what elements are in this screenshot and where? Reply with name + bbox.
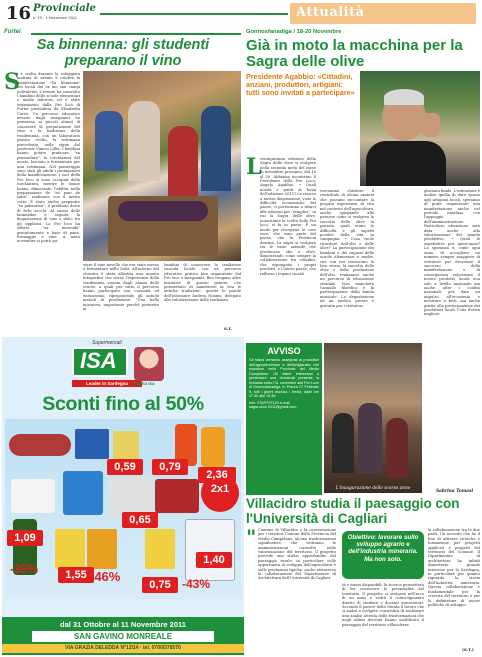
article3-col2: tà e mezzi disponibili, la ricerca permetterà di far conoscere le potenzialità del territorio. Il progetto si svolgerà nell'arco di un anno e vedrà il coinvolgimento diretto di studenti e docenti universitari. Secondo il parere della Giunta il lavoro che si andrà a svolgere consentirà di realizzare una analisi attenta delle trasformazioni che negli ultimi decenni hanno modificato il paesaggio del territorio villacidrese.: [342, 583, 424, 627]
mascot-image: [134, 347, 164, 381]
price-tag: 0,75: [142, 577, 178, 593]
article-location-tag: Gonnosfanadiga / 18-20 Novembre: [246, 29, 342, 35]
isa-advert: [2, 337, 244, 655]
article1-signature: S.T.: [224, 326, 232, 331]
ad-store-name: SAN GAVINO MONREALE: [32, 631, 214, 642]
article-headline: Già in moto la macchina per la Sagra delle olive: [246, 37, 463, 70]
article1-col3: bambini di conoscere la tradizione vinicola locale, con un percorso educativo pratico ben organizzato dal Pro loco e insegnanti. Ben vengano altre iniziative di questo genere, che permettono di mantenere in vita le antiche tradizioni", queste le parole dell'assessore Andrea Nonnis, delegato alla valorizzazione delle tradizioni.: [164, 263, 241, 303]
price-tag: 1,40: [196, 552, 232, 568]
header-rule: [100, 13, 288, 15]
quote-text: Obiettivo: lavorare sullo sviluppo agrario e dell'industria mineraria. Ma non solo.: [347, 534, 419, 563]
photo-caption: L'inaugurazione dello scorso anno: [335, 486, 411, 491]
page-header: [0, 0, 482, 28]
discount-badge: -43%: [182, 577, 211, 591]
man-hand-phone: [422, 113, 440, 137]
price-tag: 0,79: [152, 459, 188, 475]
president-photo: [360, 71, 480, 186]
issue-info: n. 19 - 1 Novembre 2011: [33, 15, 77, 20]
product-image: [109, 477, 153, 517]
article3-col3: la collaborazione tra le due parti. Un accordo che ha il fine di attivare ricerche e formazione per progetti applicati e progetti del territorio del Comune. Il Dipartimento di architettura ha infatti dimostrato grande interesse per la Sardegna, in particolare per quanto riguarda la storia dell'industria mineraria. Questa collaborazione è fondamentale per la crescita del territorio e per la definizione di nuove politiche di sviluppo.: [428, 528, 480, 607]
location-rule: [31, 33, 241, 35]
article3-signature: (S.T.): [462, 647, 474, 652]
isa-logo-text: ISA: [80, 348, 117, 373]
santal-pack: [145, 529, 175, 569]
discount-badge: -35%: [10, 562, 39, 576]
santal-pack: [55, 529, 85, 569]
drop-cap: ": [246, 525, 257, 549]
avviso-title: AVVISO: [267, 346, 301, 356]
section-title: Attualità: [296, 5, 365, 20]
article3-col1: Comune di Villacidro e la conventazione per i territori Comuni della Provincia del Medio Campidano, alcune trasformazioni significative, che vedranno le amministrazioni coinvolte nella valorizzazione del territorio. Il progetto prevede uno studio approfondito del paesaggio rurale, in particolare sulle opportunità di sviluppo dell'agricoltura e sulle produzioni tipiche, anche attraverso la collaborazione del Dipartimento di Architettura dell'Università di Cagliari.: [258, 528, 336, 581]
article-villacidro: [246, 497, 480, 655]
crowd-silhouette: [332, 413, 354, 473]
product-shelf: [5, 419, 241, 599]
article2-col2-top: [320, 157, 374, 187]
dishwasher-image: [185, 519, 235, 581]
man-body: [366, 141, 446, 186]
brand-logo: Provinciale: [33, 3, 96, 14]
article-gonnosfanadiga: [246, 29, 480, 499]
price-tag: 0,65: [122, 512, 158, 528]
price-tag: 0,59: [107, 459, 143, 475]
supermarket-label: Supermercati: [92, 340, 122, 346]
product-image: [63, 471, 103, 515]
kids-photo: [83, 71, 241, 261]
promo-burst-label: 2x1: [210, 483, 230, 495]
man-hair: [384, 89, 424, 105]
drop-cap: S: [4, 69, 20, 95]
price-tag: 2,36: [198, 467, 236, 483]
product-image: [11, 479, 55, 513]
ad-tagline: Leader in Sardegna: [72, 380, 142, 387]
article2-col1: ventiquesima edizione della Sagra delle olive si svolgerà nella seconda metà del mese di novembre prossimo, dal 18 al 20. Abbiamo incontrato il Presidente della Pro Loco, Angelo Agabbio. • Quali novità e punti di forza dell'edizione 2011? Le risorse a nostra disposizione, viste le difficoltà economiche del paese, ci porteranno a rifarci alle edizioni più "semplici", in cui la Sagra delle olive, nonostante la scelta della Pro loco, si fa in paese. È un modo per riscoprire le cose vere, che sono parte del paese, che la Provincia destina. La sagra si svolgerà tra le varie aziende che producono olio e olive, dimostrando come sempre la collaborazione tra cittadini, che espongono i propri prodotti, e l'intero paese, che rafforza i legami sociali.: [260, 157, 316, 276]
salami: [9, 434, 71, 456]
pasta-pack: [113, 431, 139, 459]
crowd-silhouette: [358, 403, 382, 473]
kid-figure: [201, 106, 231, 191]
article-furtei: [4, 29, 242, 335]
avviso-text: Gli stand verranno assegnati ai produttori dell'agroalimentare e dell'artigianato che risiedono nella Provincia del Medio Campidano. Gli stand interessati a presentare una domanda presente la richiesta entro l'11 novembre alla Pro Loco di Gonnosfanadiga, in Piazza 27 Febbraio 9, tutti i giorni escluso i festivi, dalle ore 17.30 alle 19.30.: [249, 358, 319, 398]
kid-figure: [128, 101, 160, 181]
article-headline: Sa binnenna: gli studenti preparano il vino: [36, 37, 210, 69]
article2-col3: giornata finale. L'intenzione è inoltre quella di dare spazio agli artigiani locali, speriamo di poter organizzare una manifestazione anche nel periodo natalizio, con l'appoggio dell'amministrazione. Particolare attenzione sarà data anche alla valorizzazione del mondo produttivo. • Quali le aspettative per quest'anno? La speranza è, come ogni anno, di accogliere un numero sempre maggiore di visitatori per decretare il successo della manifestazione e di conseguenza valorizzare il nostro prodotto locale non solo a livello nazionale ma anche oltre i confini nazionali, per dare un impulso all'economia e mostrare a tutti, ma anche grazie alla partecipazione dei produttori locali, l'olio d'oliva migliore.: [424, 189, 480, 317]
ad-address: VIA GRAZIA DELEDDA N°12/14 · tel. 070/9378570: [2, 644, 244, 653]
price-tag: 1,55: [58, 567, 94, 583]
kid-figure: [168, 126, 198, 196]
article1-col2: stare il vino novello che era stato messo a fermentare nelle botti. All'interno del chiostro è stata allestita una mostra fotografica che ritrae l'esperienza della vendemmia vissuta dagli alunni delle scuole, a quali per tutto il percorso hanno partecipato con curiosità ed entusiasmo, riproponendo gli antichi metodi di produzione. "Una bella iniziativa, importante perché permette ai: [83, 263, 159, 312]
grape-pile: [118, 201, 208, 221]
ad-dates: dal 31 Ottobre al 11 Novembre 2011: [60, 620, 186, 629]
mascot-label: Nonna Isa: [133, 381, 155, 386]
kid-figure: [95, 111, 123, 171]
article-headline: Villacidro studia il paesaggio con l'Università di Cagliari: [246, 496, 460, 526]
detergent-bottle: [201, 427, 225, 467]
discount-badge: -46%: [90, 569, 121, 584]
drop-cap: L: [246, 154, 262, 180]
article2-signature: Sabrina Tomasi: [436, 489, 474, 494]
ad-headline: Sconti fino al 50%: [42, 393, 204, 415]
sagra-photo: [324, 343, 422, 493]
pasta-pack: [75, 429, 109, 459]
page-number: 16: [6, 3, 32, 24]
article2-col2: vorremmo chiedere il contributo di alcuni anziani che possano raccontare la propria esperienza di vita nel contesto dell'agricoltura, anche spiegando alle persone come si svolgeva la raccolta delle olive in passato, quali erano le difficoltà e gli aspetti positivi della vita in campagna. • Cosa vuole ricordare dell'olio e delle olive? La partecipazione dei bambini e dei ragazzi delle scuole elementari e medie, che con noi conoscono la loro storia, la raccolta delle olive e della produzione dell'olio, realizzano anche un percorso di educazione stradale. Non mancherà l'annullo filatelico e la partecipazione della banda musicale. La degustazione ad un modico prezzo è gratuita per i visitatori.: [320, 189, 374, 308]
avviso-box: [246, 343, 322, 495]
santal-pack: [87, 529, 117, 569]
article-subtitle: Presidente Agabbio: «Cittadini, anziani, produttori, artigiani: tutti sono invitati a partecipare»: [246, 72, 355, 98]
article1-col1: i è svolta durante la soleggiata mattina di sabato 8 ottobre la manifestazione "Sa binnenna" nei locali del ex mo san campi polivalenti. L'evento ha coinvolto i bambini delle scuole elementari e medie inferiori, ed è stato organizzato dalla Pro loco di Furtei presieduta da Elisabetta Corrò. Un percorso educativo avviato dagli insegnanti ha permesso ai piccoli alunni di conoscere la preparazione del vino e la tradizione della vendemmia, con un laboratorio pratico svolto, la settimana precedente, nelle vigne del professor Vinicio Lilliu. I bambini hanno potuto praticare "sa pressadura", la torchiatura del mosto, lasciato a fermentare per una settimana. Nel pomeriggio sono stati gli adulti i protagonisti della manifestazione: i soci della Pro loco si sono occupati della torchiatura, mentre le donne hanno dimostrato l'abilità nella preparazione de "su pani de saba", realizzato con il mosto cotto. È stato anche preparato "su pabassinu", il prelibato dolce di fichi secchi. Al suono delle launeddas è seguita la degustazione di vino e dolci tra gli applausi. Lo Pro loco ha offerto "sa merenda" gratuitamente a base di pane, formaggio e vino. A metà novembre si potrà gu-: [17, 72, 80, 244]
avviso-info: Info: 070/9797129 e-mail sagra.olive.2011@gmail.com.: [249, 400, 298, 409]
article-location-tag: Furtei: [4, 29, 21, 35]
price-tag: 1,09: [7, 530, 43, 546]
crowd-silhouette: [386, 418, 408, 478]
product-image: [155, 479, 199, 513]
